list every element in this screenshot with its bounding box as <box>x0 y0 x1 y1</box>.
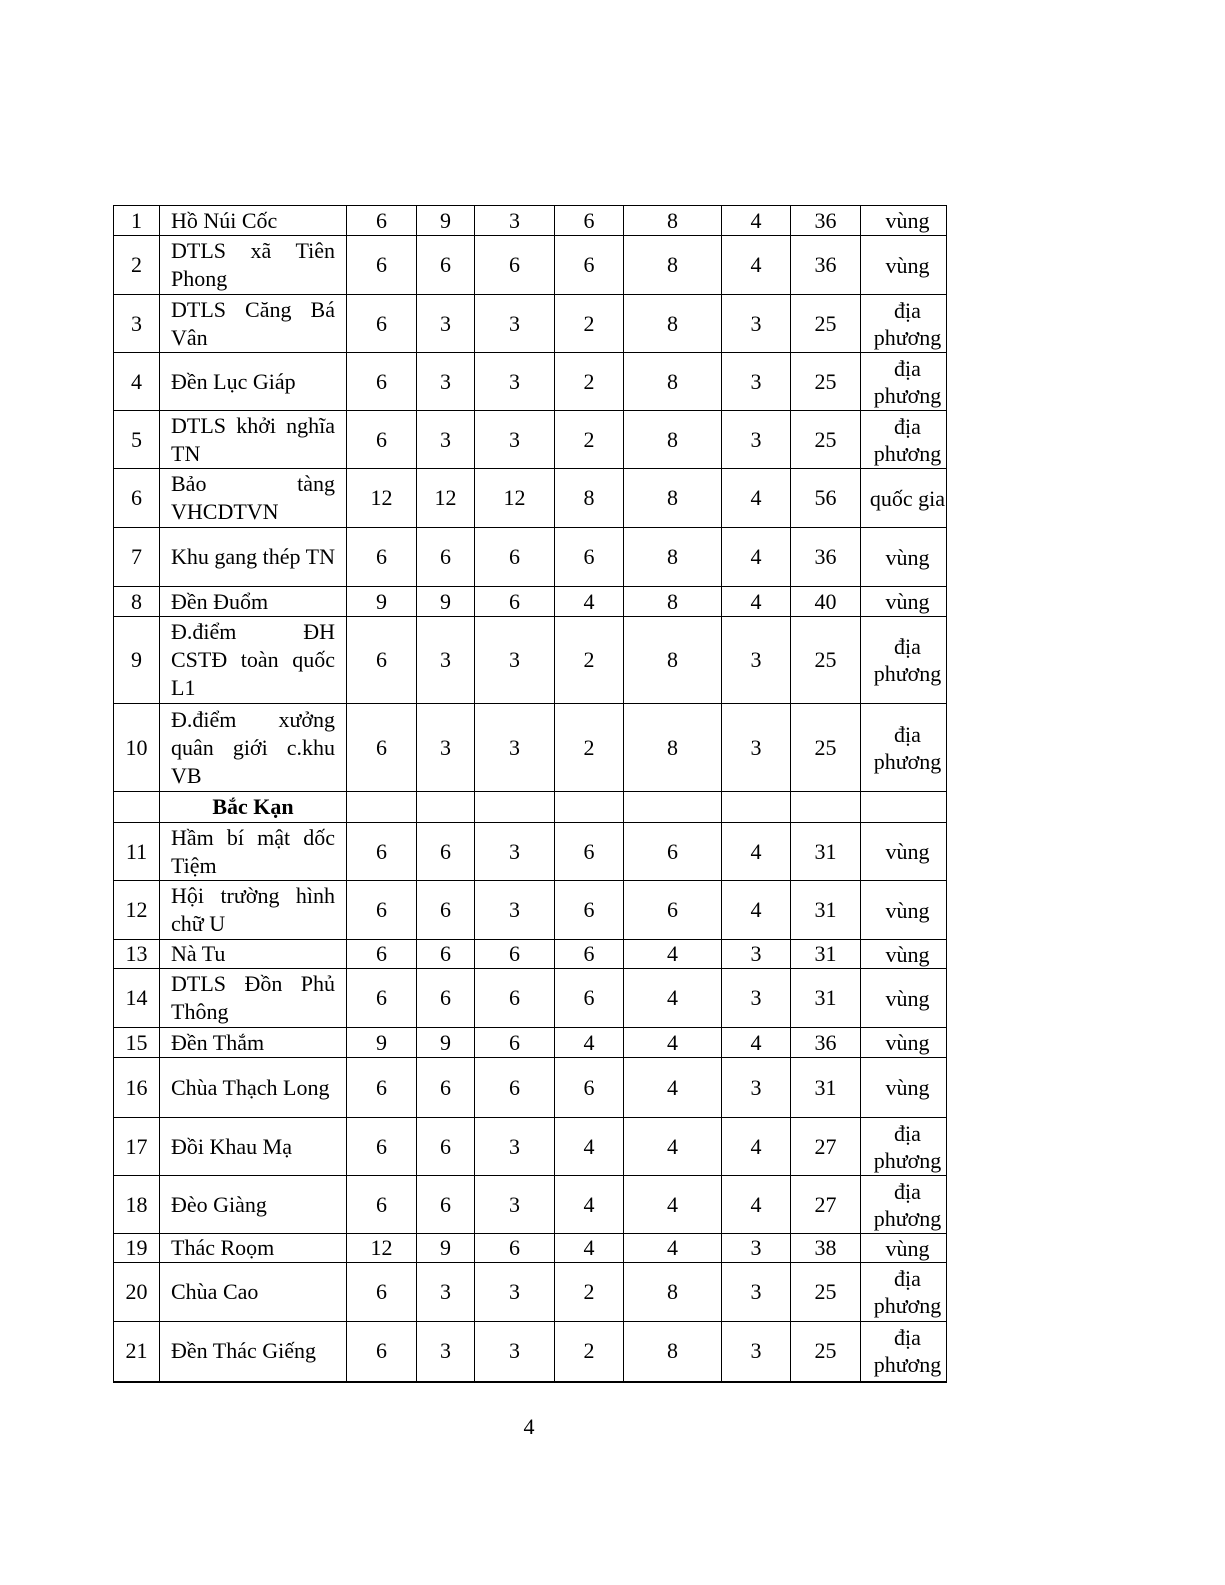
classification-text: vùng <box>885 544 930 570</box>
score-cell: 6 <box>347 823 417 881</box>
total-score: 40 <box>791 587 861 617</box>
classification-text: vùng <box>885 1075 930 1100</box>
table-row <box>114 236 947 295</box>
classification-text: vùng <box>885 897 930 923</box>
score-cell: 3 <box>475 411 555 469</box>
score-cell: 4 <box>722 587 791 617</box>
score-cell: 4 <box>555 1118 624 1176</box>
score-cell: 3 <box>417 353 475 411</box>
score-cell: 2 <box>555 295 624 353</box>
total-score: 56 <box>791 469 861 528</box>
site-name: Hồ Núi Cốc <box>160 206 347 236</box>
row-number: 14 <box>114 969 160 1028</box>
score-cell: 12 <box>347 1234 417 1263</box>
score-cell: 6 <box>347 236 417 295</box>
classification-text: vùng <box>885 208 930 233</box>
classification <box>861 1322 947 1382</box>
score-cell: 3 <box>475 1263 555 1322</box>
score-cell: 4 <box>624 1176 722 1234</box>
empty-cell <box>791 792 861 823</box>
score-cell: 8 <box>624 206 722 236</box>
empty-cell <box>555 792 624 823</box>
site-name: DTLS xã Tiên Phong <box>160 236 347 295</box>
score-cell: 6 <box>555 823 624 881</box>
score-cell: 4 <box>555 1176 624 1234</box>
score-cell: 6 <box>347 411 417 469</box>
score-cell: 6 <box>347 528 417 587</box>
score-cell: 4 <box>555 1028 624 1058</box>
site-name: Đèo Giàng <box>160 1176 347 1234</box>
row-number: 21 <box>114 1322 160 1382</box>
score-cell: 8 <box>624 236 722 295</box>
classification <box>861 469 947 528</box>
score-cell: 8 <box>624 704 722 792</box>
table-row <box>114 295 947 353</box>
classification <box>861 353 947 411</box>
table-row <box>114 411 947 469</box>
score-cell: 3 <box>417 411 475 469</box>
row-number: 4 <box>114 353 160 411</box>
row-number: 5 <box>114 411 160 469</box>
score-cell: 3 <box>475 206 555 236</box>
score-cell: 3 <box>475 617 555 704</box>
row-number: 6 <box>114 469 160 528</box>
row-number: 13 <box>114 940 160 969</box>
site-name: Bảo tàng VHCDTVN <box>160 469 347 528</box>
score-cell: 4 <box>722 823 791 881</box>
score-cell: 6 <box>417 881 475 940</box>
score-cell: 3 <box>417 617 475 704</box>
site-name: Hầm bí mật dốc Tiệm <box>160 823 347 881</box>
score-cell: 8 <box>624 469 722 528</box>
classification <box>861 969 947 1028</box>
row-number: 9 <box>114 617 160 704</box>
table-row <box>114 940 947 969</box>
classification-text: vùng <box>885 1030 930 1055</box>
score-cell: 4 <box>722 528 791 587</box>
score-cell: 3 <box>722 353 791 411</box>
row-number: 8 <box>114 587 160 617</box>
score-cell: 6 <box>347 353 417 411</box>
table-row <box>114 206 947 236</box>
score-cell: 8 <box>555 469 624 528</box>
score-cell: 4 <box>624 1118 722 1176</box>
site-name: Đền Thắm <box>160 1028 347 1058</box>
classification-text: vùng <box>885 985 930 1011</box>
score-cell: 6 <box>417 1058 475 1118</box>
site-name: Đền Lục Giáp <box>160 353 347 411</box>
score-cell: 6 <box>347 1263 417 1322</box>
score-cell: 12 <box>347 469 417 528</box>
empty-cell <box>624 792 722 823</box>
score-cell: 3 <box>722 617 791 704</box>
score-cell: 6 <box>347 1118 417 1176</box>
row-number: 15 <box>114 1028 160 1058</box>
score-cell: 6 <box>417 940 475 969</box>
score-cell: 3 <box>722 1263 791 1322</box>
score-cell: 9 <box>417 1234 475 1263</box>
row-number: 2 <box>114 236 160 295</box>
score-cell: 3 <box>722 1234 791 1263</box>
classification <box>861 704 947 792</box>
score-cell: 6 <box>417 1118 475 1176</box>
score-cell: 4 <box>624 940 722 969</box>
score-cell: 6 <box>347 881 417 940</box>
site-name: Đ.điểm xưởng quân giới c.khu VB <box>160 704 347 792</box>
score-cell: 3 <box>475 1118 555 1176</box>
total-score: 31 <box>791 940 861 969</box>
score-cell: 4 <box>624 1028 722 1058</box>
total-score: 25 <box>791 617 861 704</box>
total-score: 31 <box>791 881 861 940</box>
row-number: 12 <box>114 881 160 940</box>
score-cell: 6 <box>347 1058 417 1118</box>
row-number: 20 <box>114 1263 160 1322</box>
score-cell: 8 <box>624 617 722 704</box>
score-cell: 6 <box>475 969 555 1028</box>
total-score: 25 <box>791 295 861 353</box>
total-score: 25 <box>791 704 861 792</box>
score-cell: 6 <box>555 236 624 295</box>
site-name: Đ.điểm ĐH CSTĐ toàn quốc L1 <box>160 617 347 704</box>
table-row <box>114 528 947 587</box>
site-name: Khu gang thép TN <box>160 528 347 587</box>
score-cell: 6 <box>555 206 624 236</box>
score-cell: 8 <box>624 587 722 617</box>
classification-text: vùng <box>885 839 930 864</box>
table-row <box>114 1234 947 1263</box>
score-cell: 3 <box>722 1058 791 1118</box>
classification-text: địa phương <box>873 1178 942 1231</box>
classification-text: địa phương <box>873 355 942 408</box>
score-cell: 6 <box>624 823 722 881</box>
classification-text: vùng <box>885 589 930 614</box>
site-name: Hội trường hình chữ U <box>160 881 347 940</box>
empty-cell <box>114 792 160 823</box>
table-row <box>114 1322 947 1382</box>
score-cell: 6 <box>417 969 475 1028</box>
score-cell: 4 <box>722 206 791 236</box>
total-score: 27 <box>791 1118 861 1176</box>
classification-text: quốc gia <box>869 485 946 511</box>
score-cell: 8 <box>624 295 722 353</box>
score-cell: 6 <box>555 969 624 1028</box>
score-cell: 3 <box>475 353 555 411</box>
score-cell: 4 <box>722 881 791 940</box>
score-cell: 3 <box>475 881 555 940</box>
score-cell: 4 <box>624 969 722 1028</box>
score-cell: 3 <box>475 1176 555 1234</box>
site-name: Nà Tu <box>160 940 347 969</box>
score-cell: 6 <box>417 1176 475 1234</box>
total-score: 31 <box>791 1058 861 1118</box>
score-cell: 2 <box>555 353 624 411</box>
total-score: 31 <box>791 969 861 1028</box>
score-cell: 6 <box>555 940 624 969</box>
site-name: Chùa Cao <box>160 1263 347 1322</box>
classification <box>861 940 947 969</box>
score-cell: 6 <box>347 1176 417 1234</box>
table-row <box>114 969 947 1028</box>
classification-text: vùng <box>885 941 930 967</box>
total-score: 31 <box>791 823 861 881</box>
score-cell: 6 <box>347 940 417 969</box>
score-cell: 3 <box>417 1263 475 1322</box>
row-number: 3 <box>114 295 160 353</box>
score-cell: 9 <box>347 587 417 617</box>
classification <box>861 1176 947 1234</box>
scoring-table <box>113 205 947 1383</box>
row-number: 19 <box>114 1234 160 1263</box>
score-cell: 8 <box>624 1263 722 1322</box>
classification <box>861 881 947 940</box>
score-cell: 6 <box>475 1028 555 1058</box>
table-row <box>114 1118 947 1176</box>
classification <box>861 411 947 469</box>
score-cell: 8 <box>624 528 722 587</box>
score-cell: 8 <box>624 1322 722 1382</box>
site-name: Đền Thác Giếng <box>160 1322 347 1382</box>
score-cell: 2 <box>555 617 624 704</box>
row-number: 7 <box>114 528 160 587</box>
total-score: 36 <box>791 206 861 236</box>
score-cell: 6 <box>475 587 555 617</box>
score-cell: 4 <box>722 236 791 295</box>
site-name: Đồi Khau Mạ <box>160 1118 347 1176</box>
classification-text: vùng <box>885 1235 930 1261</box>
table-row <box>114 587 947 617</box>
section-row <box>114 792 947 823</box>
score-cell: 3 <box>417 295 475 353</box>
row-number: 18 <box>114 1176 160 1234</box>
score-cell: 3 <box>722 411 791 469</box>
total-score: 36 <box>791 528 861 587</box>
classification <box>861 617 947 704</box>
score-cell: 6 <box>475 236 555 295</box>
score-cell: 6 <box>347 206 417 236</box>
row-number: 1 <box>114 206 160 236</box>
table-row <box>114 1028 947 1058</box>
score-cell: 12 <box>475 469 555 528</box>
total-score: 25 <box>791 353 861 411</box>
site-name: DTLS Đồn Phủ Thông <box>160 969 347 1028</box>
score-cell: 6 <box>475 1234 555 1263</box>
score-cell: 4 <box>722 1028 791 1058</box>
classification <box>861 295 947 353</box>
score-cell: 6 <box>555 881 624 940</box>
score-cell: 6 <box>417 823 475 881</box>
total-score: 25 <box>791 411 861 469</box>
score-cell: 6 <box>417 236 475 295</box>
score-cell: 6 <box>347 704 417 792</box>
row-number: 11 <box>114 823 160 881</box>
site-name: Thác Roọm <box>160 1234 347 1263</box>
score-cell: 2 <box>555 1263 624 1322</box>
score-cell: 2 <box>555 704 624 792</box>
row-number: 10 <box>114 704 160 792</box>
score-cell: 6 <box>475 940 555 969</box>
classification-text: địa phương <box>873 1266 942 1318</box>
page-number: 4 <box>523 1414 535 1439</box>
table-row <box>114 1058 947 1118</box>
classification <box>861 587 947 617</box>
site-name: DTLS Căng Bá Vân <box>160 295 347 353</box>
classification-text: địa phương <box>873 1120 942 1173</box>
score-cell: 8 <box>624 353 722 411</box>
empty-cell <box>417 792 475 823</box>
total-score: 36 <box>791 236 861 295</box>
score-cell: 6 <box>347 1322 417 1382</box>
classification <box>861 1118 947 1176</box>
score-cell: 9 <box>347 1028 417 1058</box>
classification-text: địa phương <box>873 721 942 774</box>
score-cell: 3 <box>475 704 555 792</box>
row-number: 17 <box>114 1118 160 1176</box>
score-cell: 4 <box>722 469 791 528</box>
empty-cell <box>722 792 791 823</box>
table-row <box>114 617 947 704</box>
table-row <box>114 469 947 528</box>
score-cell: 6 <box>555 1058 624 1118</box>
score-cell: 3 <box>722 1322 791 1382</box>
total-score: 36 <box>791 1028 861 1058</box>
classification <box>861 528 947 587</box>
score-cell: 3 <box>722 969 791 1028</box>
table-row <box>114 704 947 792</box>
score-cell: 6 <box>347 617 417 704</box>
classification-text: địa phương <box>873 413 942 466</box>
classification-text: địa phương <box>873 634 942 686</box>
score-cell: 3 <box>475 295 555 353</box>
table-row <box>114 353 947 411</box>
classification <box>861 1028 947 1058</box>
score-cell: 3 <box>475 823 555 881</box>
score-cell: 4 <box>555 1234 624 1263</box>
score-cell: 4 <box>722 1118 791 1176</box>
table-row <box>114 1176 947 1234</box>
score-cell: 6 <box>417 528 475 587</box>
score-cell: 6 <box>475 1058 555 1118</box>
classification <box>861 1263 947 1322</box>
score-cell: 6 <box>347 969 417 1028</box>
score-cell: 8 <box>624 411 722 469</box>
total-score: 38 <box>791 1234 861 1263</box>
classification <box>861 1058 947 1118</box>
score-cell: 3 <box>722 295 791 353</box>
score-cell: 3 <box>722 704 791 792</box>
empty-cell <box>347 792 417 823</box>
site-name: Đền Đuổm <box>160 587 347 617</box>
total-score: 25 <box>791 1322 861 1382</box>
table-row <box>114 823 947 881</box>
score-cell: 4 <box>624 1058 722 1118</box>
empty-cell <box>475 792 555 823</box>
row-number: 16 <box>114 1058 160 1118</box>
classification-text: địa phương <box>873 1325 942 1378</box>
table-row <box>114 1263 947 1322</box>
score-cell: 3 <box>417 1322 475 1382</box>
total-score: 27 <box>791 1176 861 1234</box>
score-cell: 9 <box>417 587 475 617</box>
score-cell: 2 <box>555 1322 624 1382</box>
score-cell: 4 <box>555 587 624 617</box>
classification-text: địa phương <box>873 297 942 350</box>
score-cell: 6 <box>347 295 417 353</box>
classification <box>861 823 947 881</box>
classification <box>861 236 947 295</box>
score-cell: 9 <box>417 206 475 236</box>
score-cell: 6 <box>555 528 624 587</box>
score-cell: 6 <box>475 528 555 587</box>
score-cell: 3 <box>722 940 791 969</box>
site-name: Chùa Thạch Long <box>160 1058 347 1118</box>
score-cell: 3 <box>475 1322 555 1382</box>
score-cell: 12 <box>417 469 475 528</box>
table-row <box>114 881 947 940</box>
classification-text: vùng <box>885 252 930 278</box>
empty-cell <box>861 792 947 823</box>
classification <box>861 206 947 236</box>
score-cell: 6 <box>624 881 722 940</box>
classification <box>861 1234 947 1263</box>
score-cell: 9 <box>417 1028 475 1058</box>
score-cell: 4 <box>624 1234 722 1263</box>
score-cell: 3 <box>417 704 475 792</box>
section-heading: Bắc Kạn <box>160 792 347 823</box>
score-cell: 2 <box>555 411 624 469</box>
total-score: 25 <box>791 1263 861 1322</box>
site-name: DTLS khởi nghĩa TN <box>160 411 347 469</box>
score-cell: 4 <box>722 1176 791 1234</box>
